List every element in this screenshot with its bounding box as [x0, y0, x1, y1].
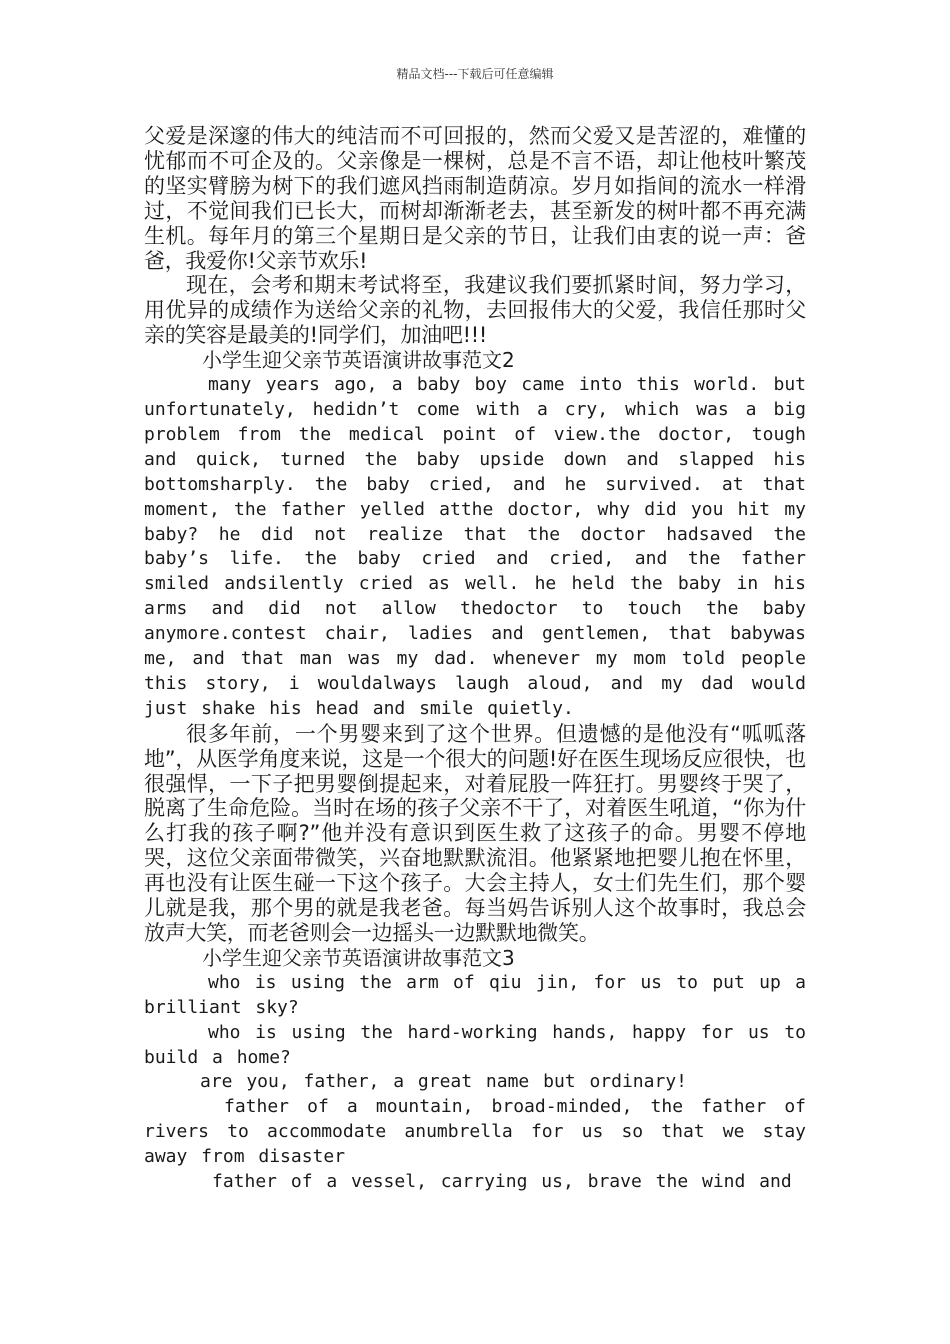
paragraph-chinese-story-2: 很多年前，一个男婴来到了这个世界。但遗憾的是他没有“呱呱落地”，从医学角度来说，这是一个很大的问题!好在医生现场反应很快，也很强悍，一下子把男婴倒提起来，对着屁股一阵狂打。男婴终于哭了，脱离了生命危险。当时在场的孩子父亲不干了，对着医生吼道，“你为什么打我的孩子啊?”他并没有意识到医生救了这孩子的命。男婴不停地哭，这位父亲面带微笑，兴奋地默默流泪。他紧紧地把婴儿抱在怀里，再也没有让医生碰一下这个孩子。大会主持人，女士们先生们，那个婴儿就是我，那个男的就是我老爸。每当妈告诉别人这个故事时，我总会放声大笑，而老爸则会一边摇头一边默默地微笑。 — [144, 721, 806, 945]
poem-line-2: who is using the hard-working hands, happy for us to build a home? — [144, 1021, 806, 1068]
poem-line-1: who is using the arm of qiu jin, for us to put up a brilliant sky? — [144, 971, 806, 1018]
paragraph-fathers-love: 父爱是深邃的伟大的纯洁而不可回报的，然而父爱又是苦涩的，难懂的忧郁而不可企及的。父亲像是一棵树，总是不言不语，却让他枝叶繁茂的坚实臂膀为树下的我们遮风挡雨制造荫凉。岁月如指间的流水一样滑过，不觉间我们已长大，而树却渐渐老去，甚至新发的树叶都不再充满生机。每年月的第三个星期日是父亲的节日，让我们由衷的说一声：爸爸，我爱你!父亲节欢乐! — [144, 124, 806, 273]
poem-line-5: father of a vessel, carrying us, brave the wind and — [212, 1171, 792, 1193]
page-header: 精品文档---下载后可任意编辑 — [396, 67, 554, 81]
paragraph-exam-encouragement: 现在，会考和期末考试将至，我建议我们要抓紧时间，努力学习，用优异的成绩作为送给父亲的礼物，去回报伟大的父爱，我信任那时父亲的笑容是最美的!同学们，加油吧!!! — [144, 273, 806, 348]
paragraph-english-story-2: many years ago, a baby boy came into this world. but unfortunately, hedidn’t come with a cry, which was a big problem from the medical point of view.the doctor, tough and quick, turned the baby upside down and slapped his bottomsharply. the baby cried, and he survived. at that moment, the father yelled atthe doctor, why did you hit my baby? he did not realize that the doctor hadsaved the baby’s life. the baby cried and cried, and the father smiled andsilently cried as well. he held the baby in his arms and did not allow thedoctor to touch the baby anymore.contest chair, ladies and gentlemen, that babywas me, and that man was my dad. whenever my mom told people this story, i wouldalways laugh aloud, and my dad would just shake his head and smile quietly. — [144, 374, 806, 719]
poem-line-4: father of a mountain, broad-minded, the father of rivers to accommodate anumbrella for us so that we stay away from disaster — [144, 1096, 806, 1168]
section-heading-3: 小学生迎父亲节英语演讲故事范文3 — [202, 945, 515, 970]
poem-line-3: are you, father, a great name but ordinary! — [200, 1071, 687, 1093]
document-body — [144, 124, 806, 1195]
section-heading-2: 小学生迎父亲节英语演讲故事范文2 — [202, 348, 515, 373]
